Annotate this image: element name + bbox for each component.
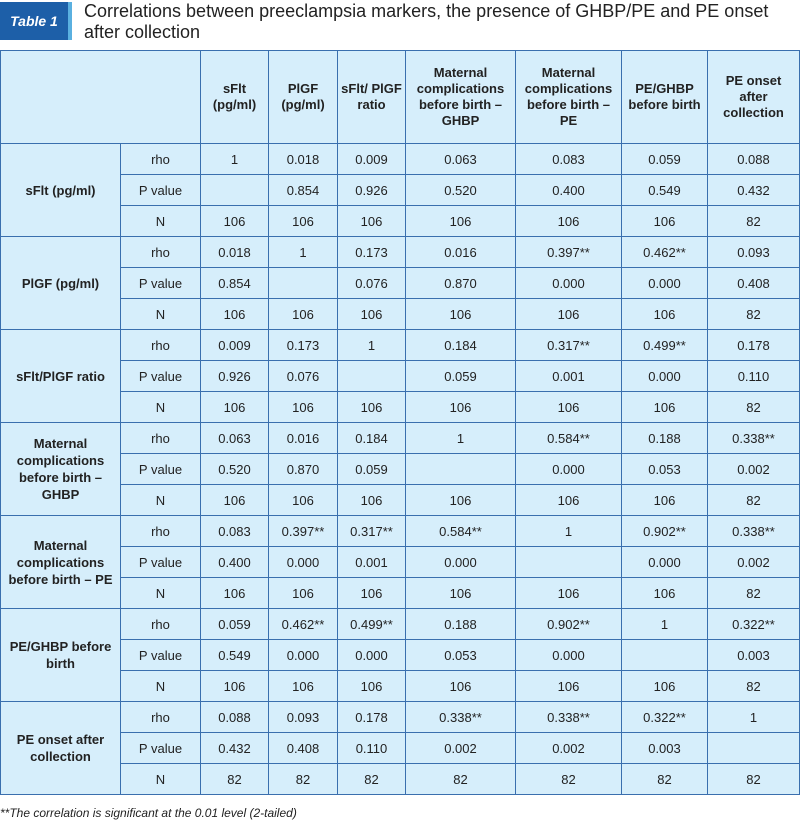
table-row: [1, 206, 800, 237]
table-cell: 0.397**: [269, 516, 338, 547]
table-cell: 0.083: [201, 516, 269, 547]
table-cell: 0.184: [406, 330, 516, 361]
column-header: PlGF (pg/ml): [269, 51, 338, 144]
table-cell: 82: [708, 392, 800, 423]
stat-label: N: [121, 485, 201, 516]
table-cell: 0.926: [201, 361, 269, 392]
stat-label: P value: [121, 547, 201, 578]
table-cell: 0.584**: [516, 423, 622, 454]
stat-label: P value: [121, 268, 201, 299]
table-cell: 0.000: [338, 640, 406, 671]
table-cell: 0.462**: [622, 237, 708, 268]
table-cell: 82: [622, 764, 708, 795]
footnote: **The correlation is significant at the 0.01 level (2-tailed): [0, 806, 297, 820]
table-row: [1, 516, 800, 547]
table-cell: 0.002: [708, 547, 800, 578]
table-cell: 0.549: [622, 175, 708, 206]
table-cell: 0.002: [516, 733, 622, 764]
table-row: [1, 485, 800, 516]
column-header: sFlt/ PlGF ratio: [338, 51, 406, 144]
table-cell: 0.926: [338, 175, 406, 206]
table-cell: 0.110: [708, 361, 800, 392]
table-cell: 0.088: [708, 144, 800, 175]
table-row: [1, 144, 800, 175]
table-cell: 0.001: [338, 547, 406, 578]
table-row: [1, 702, 800, 733]
row-group-label: PE onset after collection: [1, 702, 121, 795]
table-cell: [201, 175, 269, 206]
table-cell: 106: [406, 671, 516, 702]
table-cell: 106: [622, 206, 708, 237]
column-header: Maternal complications before birth – GHBP: [406, 51, 516, 144]
table-cell: 1: [406, 423, 516, 454]
table-cell: 0.003: [708, 640, 800, 671]
correlation-table: [0, 50, 800, 795]
table-cell: 106: [516, 299, 622, 330]
table-cell: 0.584**: [406, 516, 516, 547]
table-cell: 82: [338, 764, 406, 795]
stat-label: N: [121, 764, 201, 795]
table-cell: 106: [406, 392, 516, 423]
table-cell: 0.902**: [622, 516, 708, 547]
table-cell: 106: [622, 671, 708, 702]
table-header: [0, 0, 800, 44]
table-cell: 0.178: [338, 702, 406, 733]
table-row: [1, 609, 800, 640]
table-cell: 0.870: [406, 268, 516, 299]
table-cell: 0.902**: [516, 609, 622, 640]
table-cell: 82: [201, 764, 269, 795]
table-row: [1, 299, 800, 330]
table-cell: 0.053: [406, 640, 516, 671]
table-cell: 0.317**: [516, 330, 622, 361]
stat-label: rho: [121, 423, 201, 454]
table-cell: 0.338**: [516, 702, 622, 733]
table-cell: 106: [201, 485, 269, 516]
table-cell: 106: [269, 578, 338, 609]
table-cell: 0.059: [622, 144, 708, 175]
table-cell: 0.338**: [406, 702, 516, 733]
table-row: [1, 175, 800, 206]
stat-label: P value: [121, 361, 201, 392]
table-row: [1, 361, 800, 392]
table-cell: 0.338**: [708, 423, 800, 454]
table-cell: 0.016: [406, 237, 516, 268]
column-header: PE onset after collection: [708, 51, 800, 144]
table-cell: 0.854: [269, 175, 338, 206]
table-cell: 82: [406, 764, 516, 795]
table-cell: 106: [338, 671, 406, 702]
table-cell: 0.499**: [338, 609, 406, 640]
table-cell: 82: [708, 299, 800, 330]
table-cell: [269, 268, 338, 299]
table-cell: 0.063: [406, 144, 516, 175]
table-cell: 0.188: [622, 423, 708, 454]
table-cell: 0.093: [708, 237, 800, 268]
table-cell: 106: [338, 299, 406, 330]
table-cell: 0.093: [269, 702, 338, 733]
table-cell: 0.000: [516, 640, 622, 671]
column-header: Maternal complications before birth – PE: [516, 51, 622, 144]
table-cell: 82: [708, 764, 800, 795]
table-cell: 1: [516, 516, 622, 547]
table-cell: 0.400: [201, 547, 269, 578]
table-cell: 0.003: [622, 733, 708, 764]
table-cell: 0.854: [201, 268, 269, 299]
table-cell: 0.000: [269, 640, 338, 671]
table-cell: 0.018: [269, 144, 338, 175]
table-title: Correlations between preeclampsia markers, the presence of GHBP/PE and PE onset after collection: [84, 1, 769, 42]
stat-label: rho: [121, 609, 201, 640]
table-cell: [622, 640, 708, 671]
table-cell: 0.001: [516, 361, 622, 392]
table-cell: [406, 454, 516, 485]
table-cell: 0.432: [708, 175, 800, 206]
table-cell: [516, 547, 622, 578]
table-cell: 82: [708, 578, 800, 609]
table-cell: 0.000: [622, 547, 708, 578]
table-cell: 0.110: [338, 733, 406, 764]
stat-label: rho: [121, 237, 201, 268]
table-cell: 106: [516, 671, 622, 702]
table-cell: 106: [201, 578, 269, 609]
table-cell: 0.059: [338, 454, 406, 485]
table-row: [1, 237, 800, 268]
row-group-label: Maternal complications before birth – PE: [1, 516, 121, 609]
stat-label: P value: [121, 175, 201, 206]
stat-label: N: [121, 392, 201, 423]
table-cell: 0.188: [406, 609, 516, 640]
table-cell: 106: [269, 392, 338, 423]
column-header-row: [1, 51, 800, 144]
table-cell: 0.000: [622, 268, 708, 299]
table-cell: 1: [708, 702, 800, 733]
table-cell: 1: [622, 609, 708, 640]
table-cell: 0.432: [201, 733, 269, 764]
table-cell: 106: [338, 578, 406, 609]
table-cell: 106: [201, 392, 269, 423]
table-cell: 106: [269, 299, 338, 330]
table-cell: 0.322**: [622, 702, 708, 733]
stat-label: P value: [121, 640, 201, 671]
row-group-label: sFlt (pg/ml): [1, 144, 121, 237]
table-cell: 0.009: [201, 330, 269, 361]
table-row: [1, 578, 800, 609]
column-header: PE/GHBP before birth: [622, 51, 708, 144]
table-row: [1, 640, 800, 671]
stat-label: P value: [121, 733, 201, 764]
stat-label: rho: [121, 330, 201, 361]
table-cell: 0.408: [708, 268, 800, 299]
table-cell: 0.520: [201, 454, 269, 485]
table-row: [1, 268, 800, 299]
table-cell: 0.000: [622, 361, 708, 392]
table-cell: 82: [516, 764, 622, 795]
table-cell: 0.173: [338, 237, 406, 268]
table-cell: 106: [406, 485, 516, 516]
table-body: [1, 144, 800, 795]
row-group-label: Maternal complications before birth – GHBP: [1, 423, 121, 516]
table-cell: 106: [201, 671, 269, 702]
table-cell: 0.408: [269, 733, 338, 764]
table-cell: 0.322**: [708, 609, 800, 640]
corner-cell: [1, 51, 201, 144]
table-cell: 82: [269, 764, 338, 795]
table-cell: 0.000: [516, 268, 622, 299]
table-cell: 0.000: [406, 547, 516, 578]
stat-label: N: [121, 299, 201, 330]
table-cell: 1: [338, 330, 406, 361]
table-cell: 82: [708, 206, 800, 237]
table-row: [1, 547, 800, 578]
table-row: [1, 330, 800, 361]
table-cell: 0.002: [708, 454, 800, 485]
table-cell: 82: [708, 671, 800, 702]
table-row: [1, 764, 800, 795]
table-row: [1, 671, 800, 702]
table-cell: 0.059: [201, 609, 269, 640]
table-cell: 0.076: [269, 361, 338, 392]
table-cell: 0.016: [269, 423, 338, 454]
stat-label: rho: [121, 144, 201, 175]
table-cell: 0.002: [406, 733, 516, 764]
row-group-label: sFlt/PlGF ratio: [1, 330, 121, 423]
table-cell: 0.499**: [622, 330, 708, 361]
table-cell: 82: [708, 485, 800, 516]
stat-label: N: [121, 578, 201, 609]
table-cell: 106: [201, 299, 269, 330]
table-cell: 0.083: [516, 144, 622, 175]
table-cell: 106: [269, 671, 338, 702]
table-cell: 0.338**: [708, 516, 800, 547]
table-cell: 0.009: [338, 144, 406, 175]
table-cell: 106: [406, 578, 516, 609]
table-badge: Table 1: [0, 2, 72, 40]
table-cell: 106: [622, 485, 708, 516]
table-cell: 106: [338, 392, 406, 423]
table-cell: 106: [516, 578, 622, 609]
table-cell: [338, 361, 406, 392]
stat-label: P value: [121, 454, 201, 485]
table-cell: 106: [406, 299, 516, 330]
table-cell: 0.018: [201, 237, 269, 268]
table-cell: 106: [338, 206, 406, 237]
stat-label: N: [121, 206, 201, 237]
table-cell: [708, 733, 800, 764]
table-cell: 0.549: [201, 640, 269, 671]
table-cell: 0.059: [406, 361, 516, 392]
table-cell: 0.173: [269, 330, 338, 361]
table-cell: 106: [269, 206, 338, 237]
stat-label: rho: [121, 516, 201, 547]
table-cell: 106: [269, 485, 338, 516]
table-row: [1, 733, 800, 764]
table-cell: 0.520: [406, 175, 516, 206]
table-cell: 0.063: [201, 423, 269, 454]
table-row: [1, 392, 800, 423]
table-cell: 0.184: [338, 423, 406, 454]
table-cell: 0.076: [338, 268, 406, 299]
table-cell: 106: [338, 485, 406, 516]
table-cell: 106: [516, 392, 622, 423]
table-cell: 106: [406, 206, 516, 237]
table-cell: 0.178: [708, 330, 800, 361]
stat-label: N: [121, 671, 201, 702]
table-cell: 1: [269, 237, 338, 268]
table-cell: 0.000: [269, 547, 338, 578]
row-group-label: PE/GHBP before birth: [1, 609, 121, 702]
table-cell: 0.400: [516, 175, 622, 206]
table-cell: 0.397**: [516, 237, 622, 268]
table-cell: 106: [622, 578, 708, 609]
table-cell: 106: [622, 299, 708, 330]
table-cell: 106: [516, 485, 622, 516]
table-row: [1, 423, 800, 454]
table-cell: 0.000: [516, 454, 622, 485]
table-cell: 0.053: [622, 454, 708, 485]
stat-label: rho: [121, 702, 201, 733]
table-cell: 0.870: [269, 454, 338, 485]
table-cell: 0.317**: [338, 516, 406, 547]
table-cell: 106: [201, 206, 269, 237]
table-cell: 1: [201, 144, 269, 175]
row-group-label: PlGF (pg/ml): [1, 237, 121, 330]
table-cell: 106: [516, 206, 622, 237]
table-cell: 0.088: [201, 702, 269, 733]
table-cell: 0.462**: [269, 609, 338, 640]
column-header: sFlt (pg/ml): [201, 51, 269, 144]
table-cell: 106: [622, 392, 708, 423]
table-row: [1, 454, 800, 485]
